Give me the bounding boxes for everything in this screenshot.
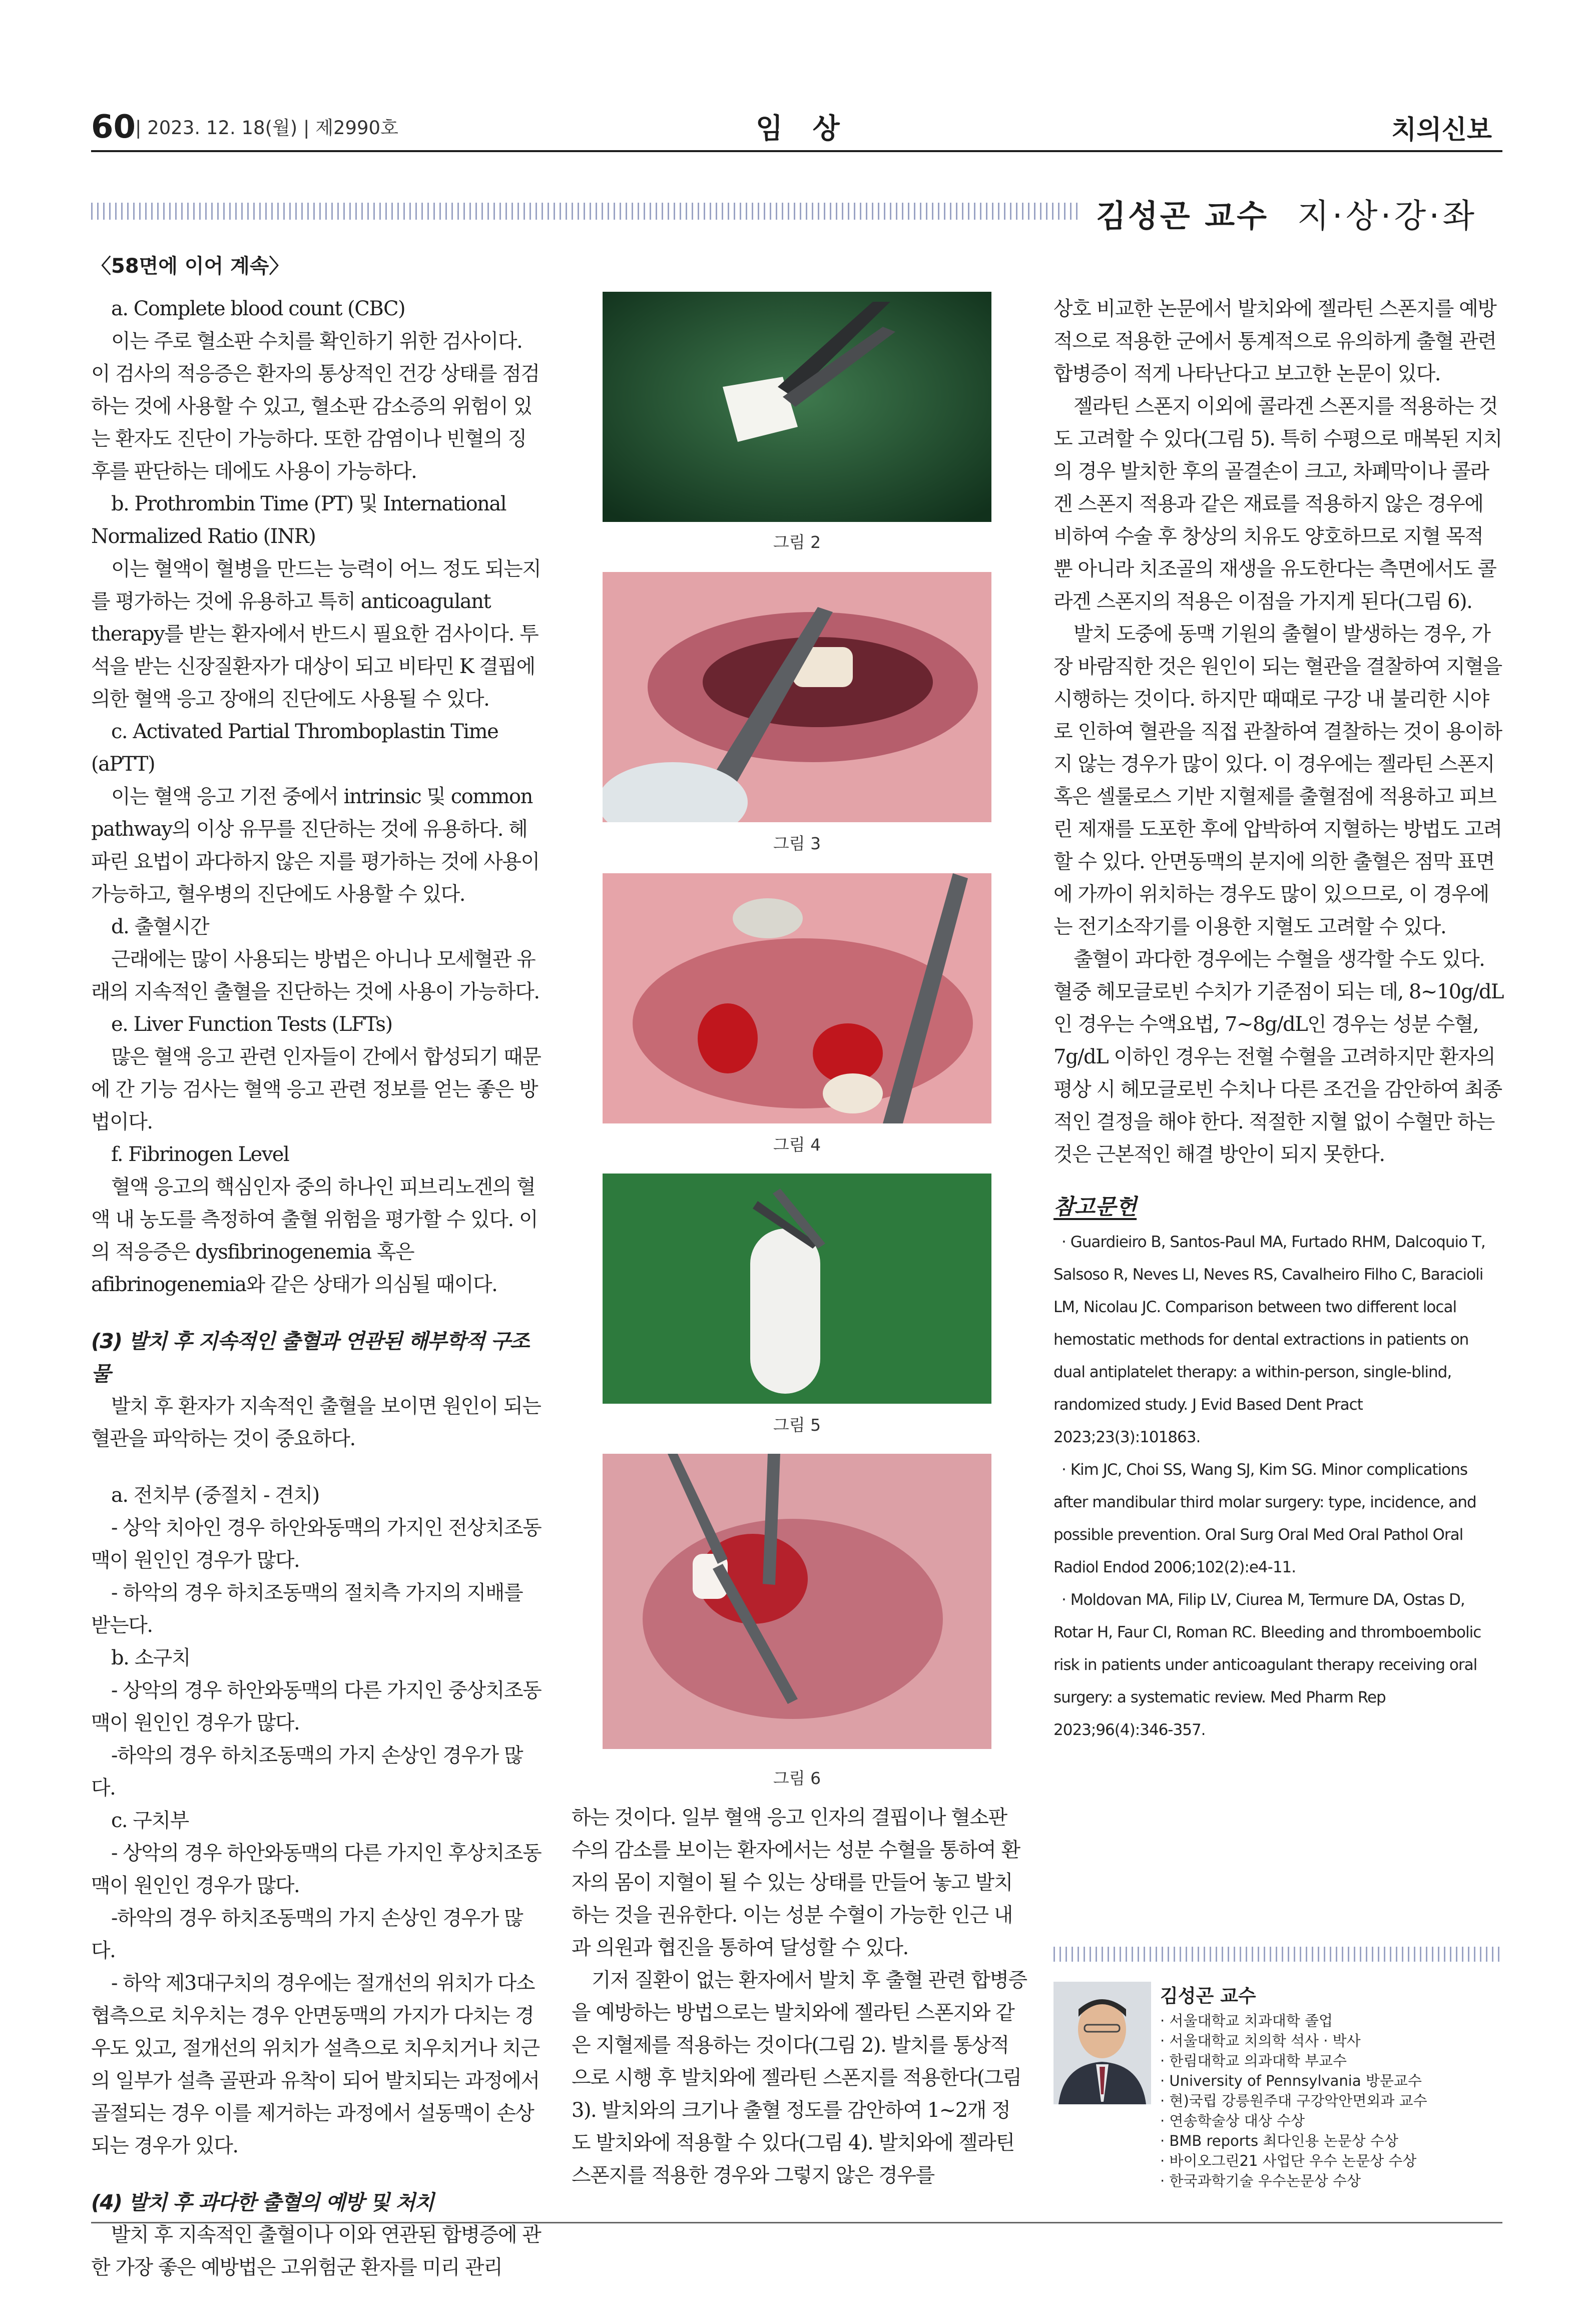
reference-item: · Guardieiro B, Santos-Paul MA, Furtado RHM, Dalcoquio T, Salsoso R, Neves LI, Neves RS, Cavalheiro Filho C, Baracioli LM, Nicolau JC. Comparison between two different local hemostatic methods for dental extractions in patients on dual antiplatelet therapy: a within-person, single-blind, randomized study. J Evid Based Dent Pract 2023;23(3):101863.: [1053, 1233, 1485, 1446]
author-bio: [1160, 2011, 1510, 2191]
item-heading: b. Prothrombin Time (PT) 및 International Normalized Ratio (INR): [91, 492, 506, 548]
publication-name: 치의신보: [1391, 115, 1492, 145]
paragraph: 상호 비교한 논문에서 발치와에 젤라틴 스폰지를 예방적으로 적용한 군에서 통계적으로 유의하게 출혈 관련 합병증이 적게 나타난다고 보고한 논문이 있다.: [1053, 297, 1496, 385]
item-heading: f. Fibrinogen Level: [111, 1143, 289, 1166]
figure-6-caption: 그림 6: [773, 1769, 821, 1788]
paragraph: 발치 후 환자가 지속적인 출혈을 보이면 원인이 되는 혈관을 파악하는 것이 중요하다.: [91, 1395, 541, 1450]
paragraph: 혈액 응고의 핵심인자 중의 하나인 피브리노겐의 혈액 내 농도를 측정하여 출혈 위험을 평가할 수 있다. 이의 적응증은 dysfibrinogenemia 혹은 afibrinogenemia와 같은 상태가 의심될 때이다.: [91, 1176, 538, 1296]
paragraph: 이는 혈액 응고 기전 중에서 intrinsic 및 common pathway의 이상 유무를 진단하는 것에 유용하다. 헤파린 요법이 과다하지 않은 지를 평가하는 것에 사용이 가능하고, 혈우병의 진단에도 사용할 수 있다.: [91, 785, 540, 906]
bio-line: · BMB reports 최다인용 논문상 수상: [1160, 2132, 1398, 2149]
series-hatch-bar: [91, 203, 1082, 220]
issue-date-meta: | 2023. 12. 18(월) | 제2990호: [135, 117, 398, 139]
paragraph: -하악의 경우 하치조동맥의 가지 손상인 경우가 많다.: [91, 1907, 523, 1962]
item-heading: c. 구치부: [111, 1809, 189, 1832]
paragraph: - 하악 제3대구치의 경우에는 절개선의 위치가 다소 협측으로 치우치는 경우 안면동맥의 가지가 다치는 경우도 있고, 절개선의 위치가 설측으로 치우치거나 치근의 일부가 설측 골판과 유착이 되어 발치되는 과정에서 골절되는 경우 이를 제거하는 과정에서 설동맥이 손상되는 경우가 있다.: [91, 1972, 540, 2157]
paragraph: - 상악의 경우 하안와동맥의 다른 가지인 중상치조동맥이 원인인 경우가 많다.: [91, 1679, 542, 1734]
article-column-1: [91, 293, 542, 2284]
author-hatch-bar: [1053, 1947, 1504, 1962]
bio-line: · 한림대학교 의과대학 부교수: [1160, 2052, 1347, 2069]
page-number: 60: [91, 109, 136, 146]
figure-3-photo: [603, 572, 991, 822]
figure-5-caption: 그림 5: [773, 1415, 821, 1435]
bio-line: · University of Pennsylvania 방문교수: [1160, 2072, 1422, 2089]
continued-note: 〈58면에 이어 계속〉: [91, 255, 289, 278]
item-heading: e. Liver Function Tests (LFTs): [111, 1013, 392, 1036]
paragraph: 근래에는 많이 사용되는 방법은 아니나 모세혈관 유래의 지속적인 출혈을 진단하는 것에 사용이 가능하다.: [91, 948, 540, 1003]
paragraph: 발치 후 지속적인 출혈이나 이와 연관된 합병증에 관한 가장 좋은 예방법은 고위험군 환자를 미리 관리: [91, 2223, 541, 2279]
footer-rule: [91, 2222, 1502, 2223]
section-heading: (4) 발치 후 과다한 출혈의 예방 및 처치: [91, 2190, 434, 2214]
item-heading: b. 소구치: [111, 1646, 190, 1669]
figure-4-caption: 그림 4: [773, 1135, 821, 1154]
figure-3-caption: 그림 3: [773, 834, 821, 853]
article-column-3: [1053, 293, 1504, 1171]
paragraph: - 상악의 경우 하안와동맥의 다른 가지인 후상치조동맥이 원인인 경우가 많다.: [91, 1842, 542, 1897]
paragraph: 하는 것이다. 일부 혈액 응고 인자의 결핍이나 혈소판 수의 감소를 보이는 환자에서는 성분 수혈을 통하여 환자의 몸이 지혈이 될 수 있는 상태를 만들어 놓고 발치하는 것을 권유한다. 이는 성분 수혈이 가능한 인근 내과 의원과 협진을 통하여 달성할 수 있다.: [572, 1806, 1020, 1959]
paragraph: 출혈이 과다한 경우에는 수혈을 생각할 수도 있다. 혈중 헤모글로빈 수치가 기준점이 되는 데, 8~10g/dL인 경우는 수액요법, 7~8g/dL인 경우는 성분 수혈, 7g/dL 이하인 경우는 전혈 수혈을 고려하지만 환자의 평상 시 헤모글로빈 수치나 다른 조건을 감안하여 최종적인 결정을 해야 한다. 적절한 지혈 없이 수혈만 하는 것은 근본적인 해결 방안이 되지 못한다.: [1053, 948, 1503, 1166]
item-heading: d. 출혈시간: [111, 915, 209, 938]
item-heading: a. Complete blood count (CBC): [111, 297, 405, 320]
figure-4-photo: [603, 873, 991, 1123]
paragraph: -하악의 경우 하치조동맥의 가지 손상인 경우가 많다.: [91, 1744, 523, 1800]
paragraph: 기저 질환이 없는 환자에서 발치 후 출혈 관련 합병증을 예방하는 방법으로는 발치와에 젤라틴 스폰지와 같은 지혈제를 적용하는 것이다(그림 2). 발치를 통상적으로 시행 후 발치와에 젤라틴 스폰지를 적용한다(그림 3). 발치와의 크기나 출혈 정도를 감안하여 1~2개 정도 발치와에 적용할 수 있다(그림 4). 발치와에 젤라틴 스폰지를 적용한 경우와 그렇지 않은 경우를: [572, 1969, 1027, 2187]
author-photo: [1053, 1982, 1151, 2104]
article-column-2: [572, 1802, 1027, 2192]
item-heading: c. Activated Partial Thromboplastin Time (aPTT): [91, 720, 498, 776]
section-heading: (3) 발치 후 지속적인 출혈과 연관된 해부학적 구조물: [91, 1329, 529, 1386]
references-title: 참고문헌: [1053, 1195, 1137, 1220]
figure-5-photo: [603, 1174, 991, 1404]
reference-item: · Kim JC, Choi SS, Wang SJ, Kim SG. Minor complications after mandibular third molar surgery: type, incidence, and possible prevention. Oral Surg Oral Med Oral Pathol Oral Radiol Endod 2006;102(2):e4-11.: [1053, 1461, 1476, 1576]
bio-line: · 연송학술상 대상 수상: [1160, 2112, 1305, 2129]
author-name: 김성곤 교수: [1160, 1985, 1256, 2007]
paragraph: 이는 주로 혈소판 수치를 확인하기 위한 검사이다. 이 검사의 적응증은 환자의 통상적인 건강 상태를 점검하는 것에 사용할 수 있고, 혈소판 감소증의 위험이 있는 환자도 진단이 가능하다. 또한 감염이나 빈혈의 징후를 판단하는 데에도 사용이 가능하다.: [91, 330, 540, 483]
reference-item: · Moldovan MA, Filip LV, Ciurea M, Termure DA, Ostas D, Rotar H, Faur CI, Roman RC. Bleeding and thromboembolic risk in patients under anticoagulant therapy receiving oral surgery: a systematic review. Med Pharm Rep 2023;96(4):346-357.: [1053, 1591, 1481, 1739]
bio-line: · 서울대학교 치과대학 졸업: [1160, 2012, 1333, 2029]
paragraph: 발치 도중에 동맥 기원의 출혈이 발생하는 경우, 가장 바람직한 것은 원인이 되는 혈관을 결찰하여 지혈을 시행하는 것이다. 하지만 때때로 구강 내 불리한 시야로 인하여 혈관을 직접 관찰하여 결찰하는 것이 용이하지 않는 경우가 많이 있다. 이 경우에는 젤라틴 스폰지 혹은 셀룰로스 기반 지혈제를 출혈점에 적용하고 피브린 제재를 도포한 후에 압박하여 지혈하는 방법도 고려할 수 있다. 안면동맥의 분지에 의한 출혈은 점막 표면에 가까이 위치하는 경우도 많이 있으므로, 이 경우에는 전기소작기를 이용한 지혈도 고려할 수 있다.: [1053, 623, 1502, 938]
paragraph: 젤라틴 스폰지 이외에 콜라겐 스폰지를 적용하는 것도 고려할 수 있다(그림 5). 특히 수평으로 매복된 지치의 경우 발치한 후의 골결손이 크고, 차폐막이나 콜라겐 스폰지 적용과 같은 재료를 적용하지 않은 경우에 비하여 수술 후 창상의 치유도 양호하므로 지혈 목적 뿐 아니라 치조골의 재생을 유도한다는 측면에서도 콜라겐 스폰지의 적용은 이점을 가지게 된다(그림 6).: [1053, 395, 1502, 613]
item-heading: a. 전치부 (중절치 - 견치): [111, 1484, 319, 1507]
section-label: 임 상: [756, 113, 850, 145]
paragraph: - 상악 치아인 경우 하안와동맥의 가지인 전상치조동맥이 원인인 경우가 많다.: [91, 1516, 542, 1572]
series-author: 김성곤 교수: [1096, 198, 1269, 234]
bio-line: · 서울대학교 치의학 석사 · 박사: [1160, 2032, 1361, 2049]
series-title: 지·상·강·좌: [1297, 197, 1477, 235]
paragraph: - 하악의 경우 하치조동맥의 절치측 가지의 지배를 받는다.: [91, 1581, 523, 1637]
spacer: [91, 1455, 542, 1479]
figure-6-photo: [603, 1454, 991, 1749]
bio-line: · 바이오그린21 사업단 우수 논문상 수상: [1160, 2152, 1417, 2169]
header-rule: [91, 150, 1502, 152]
bio-line: · 한국과학기술 우수논문상 수상: [1160, 2172, 1361, 2189]
references-list: [1053, 1226, 1504, 1747]
figure-2-photo: [603, 292, 991, 522]
paragraph: 많은 혈액 응고 관련 인자들이 간에서 합성되기 때문에 간 기능 검사는 혈액 응고 관련 정보를 얻는 좋은 방법이다.: [91, 1045, 541, 1133]
paragraph: 이는 혈액이 혈병을 만드는 능력이 어느 정도 되는지를 평가하는 것에 유용하고 특히 anticoagulant therapy를 받는 환자에서 반드시 필요한 검사이다. 투석을 받는 신장질환자가 대상이 되고 비타민 K 결핍에 의한 혈액 응고 장애의 진단에도 사용될 수 있다.: [91, 557, 541, 711]
figure-2-caption: 그림 2: [773, 532, 821, 552]
bio-line: · 현)국립 강릉원주대 구강악안면외과 교수: [1160, 2092, 1427, 2109]
